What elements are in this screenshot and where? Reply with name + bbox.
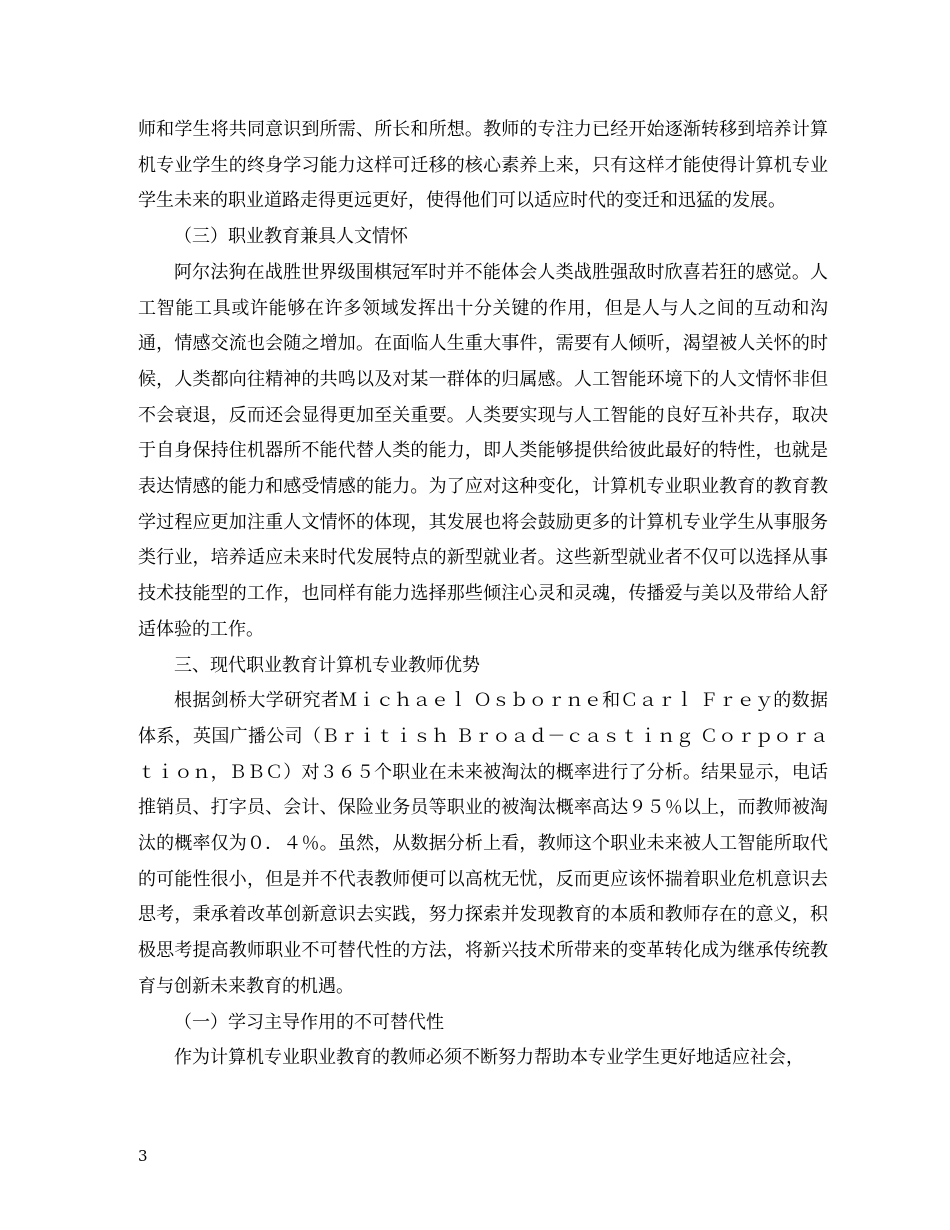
page-body: [138, 112, 828, 1076]
section-heading-teacher-advantages: 三、现代职业教育计算机专业教师优势: [174, 654, 480, 676]
section-heading-learning-leadership: （一）学习主导作用的不可替代性: [174, 1011, 444, 1033]
page-number: 3: [138, 1147, 148, 1165]
paragraph-learning-leadership: 作为计算机专业职业教育的教师必须不断努力帮助本专业学生更好地适应社会，: [174, 1047, 804, 1069]
section-heading-humanistic-care: （三）职业教育兼具人文情怀: [174, 226, 408, 248]
paragraph-humanistic-care: 阿尔法狗在战胜世界级围棋冠军时并不能体会人类战胜强敌时欣喜若狂的感觉。人工智能工具或许能够在许多领域发挥出十分关键的作用，但是人与人之间的互动和沟通，情感交流也会随之增加。在面临人生重大事件，需要有人倾听，渴望被人关怀的时候，人类都向往精神的共鸣以及对某一群体的归属感。人工智能环境下的人文情怀非但不会衰退，反而还会显得更加至关重要。人类要实现与人工智能的良好互补共存，取决于自身保持住机器所不能代替人类的能力，即人类能够提供给彼此最好的特性，也就是表达情感的能力和感受情感的能力。为了应对这种变化，计算机专业职业教育的教育教学过程应更加注重人文情怀的体现，其发展也将会鼓励更多的计算机专业学生从事服务类行业，培养适应未来时代发展特点的新型就业者。这些新型就业者不仅可以选择从事技术技能型的工作，也同样有能力选择那些倾注心灵和灵魂，传播爱与美以及带给人舒适体验的工作。: [138, 261, 828, 640]
paragraph-continuation: 师和学生将共同意识到所需、所长和所想。教师的专注力已经开始逐渐转移到培养计算机专业学生的终身学习能力这样可迁移的核心素养上来，只有这样才能使得计算机专业学生未来的职业道路走得更远更好，使得他们可以适应时代的变迁和迅猛的发展。: [138, 119, 828, 212]
paragraph-teacher-advantages: 根据剑桥大学研究者Ｍｉｃｈａｅｌ Ｏｓｂｏｒｎｅ和Ｃａｒｌ Ｆｒｅｙ的数据体系，英国广播公司（Ｂｒｉｔｉｓｈ Ｂｒｏａｄ－ｃａｓｔｉｎｇ Ｃｏｒｐｏｒａｔｉｏｎ，ＢＢＣ）对３６５个职业在未来被淘汰的概率进行了分析。结果显示，电话推销员、打字员、会计、保险业务员等职业的被淘汰概率高达９５％以上，而教师被淘汰的概率仅为０．４％。虽然，从数据分析上看，教师这个职业未来被人工智能所取代的可能性很小，但是并不代表教师便可以高枕无忧，反而更应该怀揣着职业危机意识去思考，秉承着改革创新意识去实践，努力探索并发现教育的本质和教师存在的意义，积极思考提高教师职业不可替代性的方法，将新兴技术所带来的变革转化成为继承传统教育与创新未来教育的机遇。: [138, 690, 828, 997]
